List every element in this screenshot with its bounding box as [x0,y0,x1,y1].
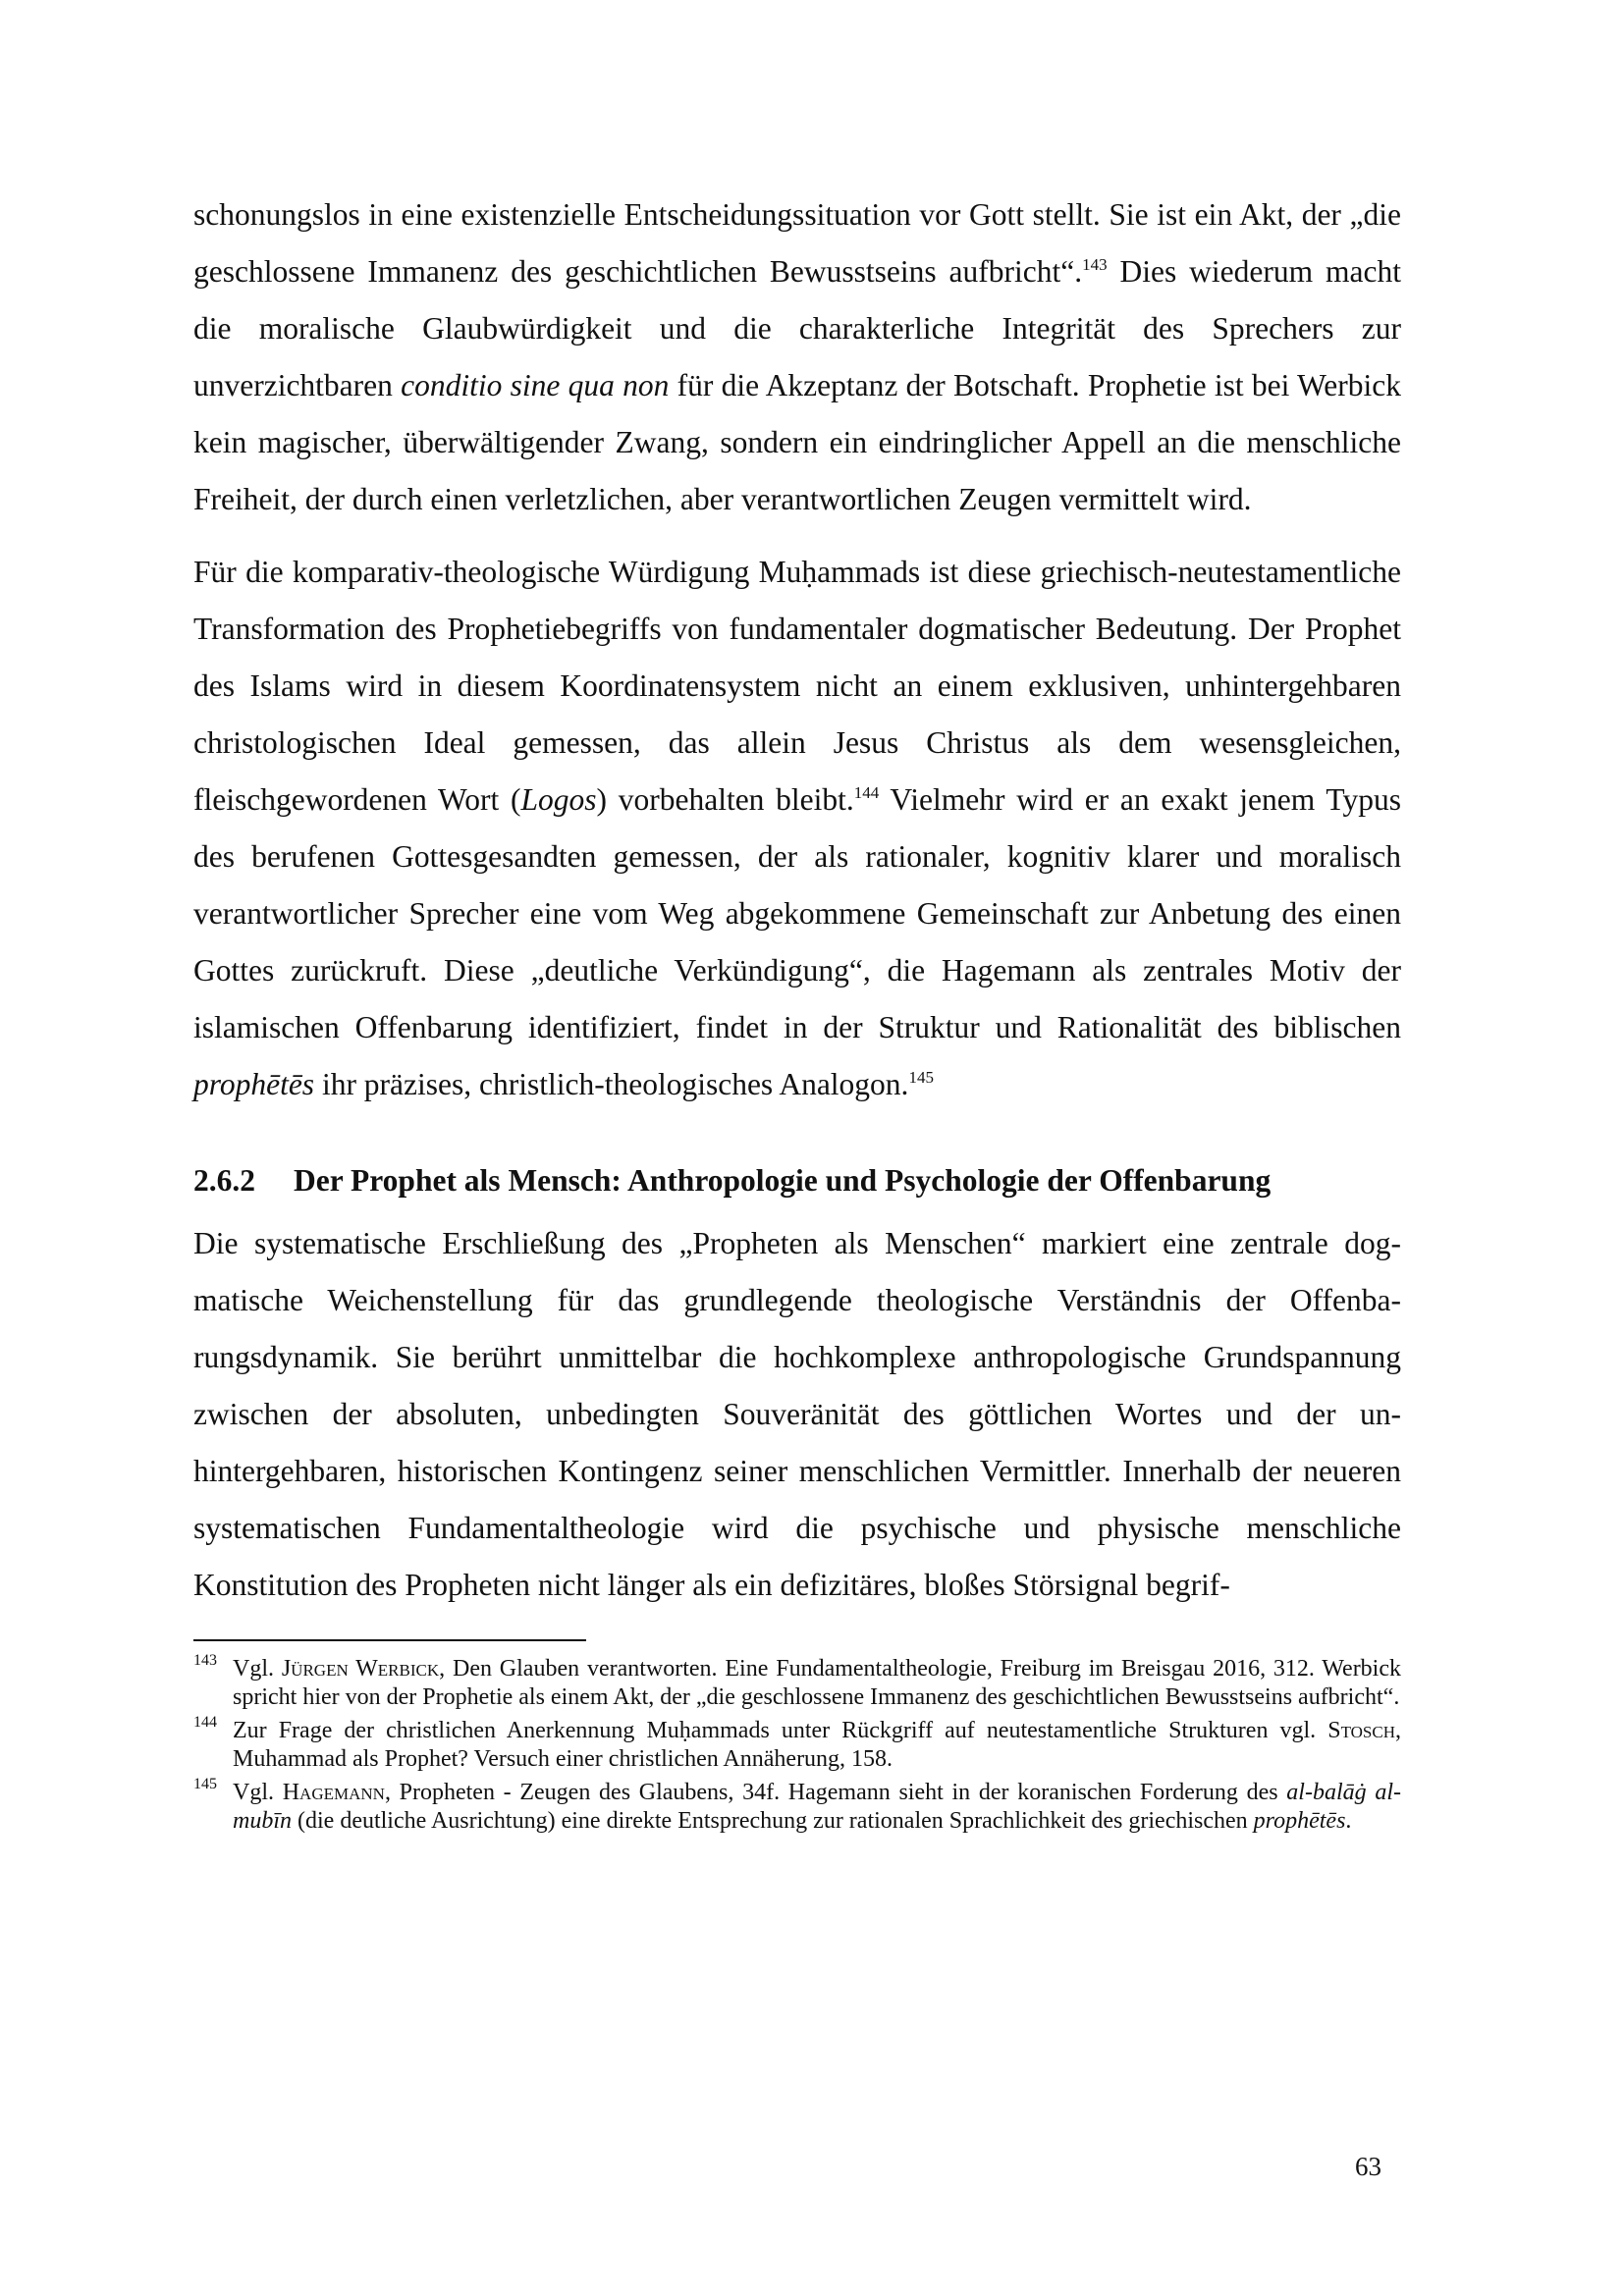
paragraph-1-italic: conditio sine qua non [401,368,670,402]
footnote-author: Hagemann [282,1780,385,1805]
footnote-italic: prophētēs [1253,1807,1346,1834]
footnote-author: Stosch [1327,1718,1395,1743]
footnote-145 [193,1776,1401,1835]
footnotes [193,1652,1402,1835]
paragraph-2-text-a: Für die komparativ-theologische Würdigung Muḥammads ist diese griechisch-neutestamentliche Transformation des Prophetiebegriffs von fundamentaler dogmatischer Bedeutung. Der Prophet des Islams wird in diesem Koordinatensystem nicht an einem exklusiven, unhintergehbaren christologischen Ideal gemessen, das allein Jesus Christus als dem wesensgleichen, fleischgewordenen Wort ( [193,555,1401,817]
footnote-text: . [1345,1807,1352,1834]
footnote-text: , Propheten - Zeugen des Glaubens, 34f. Hagemann sieht in der koranischen Forderung des [384,1780,1287,1805]
footnote-144 [193,1714,1401,1773]
paragraph-1-text-c: für die Akzeptanz der Botschaft. Prophetie ist bei Werbick kein magischer, überwältigender Zwang, sondern ein eindringlicher Appell an die menschliche Freiheit, der durch einen verletzlichen, aber verantwortlichen Zeugen vermittelt wird. [193,368,1401,516]
footnote-number: 145 [193,1776,217,1792]
paragraph-2-text-c: Vielmehr wird er an exakt jenem Typus des berufenen Gottesgesandten gemessen, der als rationaler, kognitiv klarer und moralisch verantwortlicher Sprecher eine vom Weg abgekommene Gemeinschaft zur Anbetung des einen Gottes zurückruft. Diese „deutliche Verkündigung“, die Hagemann als zentrales Motiv der islamischen Offenbarung identifiziert, findet in der Struktur und Rationalität des biblischen [193,782,1401,1044]
section-title: Der Prophet als Mensch: Anthropologie und Psychologie der Offenbarung [294,1163,1272,1198]
section-number: 2.6.2 [193,1163,255,1198]
paragraph-1-text-b: Dies wiederum macht die moralische Glaubwürdigkeit und die charakterliche Integrität des Sprechers zur unverzichtbaren [193,254,1401,402]
paragraph-2-italic-prophetes: prophētēs [193,1067,315,1101]
footnote-italic: al-balāġ al-mubīn [233,1780,1401,1834]
footnote-text: Vgl. [233,1780,283,1805]
footnote-text: Vgl. [233,1656,282,1682]
footnote-ref-143[interactable]: 143 [1082,255,1108,274]
paragraph-2-text-d: ihr präzises, christlich-theologisches Analogon. [314,1067,909,1101]
footnote-text: Zur Frage der christlichen Anerkennung Muḥammads unter Rückgriff auf neutestamentliche Strukturen vgl. [233,1718,1328,1743]
footnote-separator [193,1639,586,1641]
page-content [193,187,1401,1841]
paragraph-3: Die systematische Erschließung des „Propheten als Menschen“ markiert eine zentrale dogmatische Weichenstellung für das grundlegende theologische Verständnis der Offenbarungsdynamik. Sie berührt unmittelbar die hochkomplexe anthropologische Grundspannung zwischen der absoluten, unbedingten Souveränität des göttlichen Wortes und der unhintergehbaren, historischen Kontingenz seiner menschlichen Vermittler. Innerhalb der neueren systematischen Fundamentaltheologie wird die psychische und physische menschliche Konstitution des Propheten nicht länger als ein defizitäres, bloßes Störsignal begrif- [193,1226,1401,1602]
page-number: 63 [1355,2152,1381,2181]
paragraph-1-text-a: schonungslos in eine existenzielle Entscheidungssituation vor Gott stellt. Sie ist ein Akt, der „die geschlossene Immanenz des geschichtlichen Bewusstseins aufbricht“. [193,197,1401,289]
footnote-ref-144[interactable]: 144 [853,783,880,802]
footnote-number: 144 [193,1714,217,1731]
paragraph-2-text-b: ) vorbehalten bleibt. [596,782,854,817]
paragraph-2 [193,544,1401,1113]
footnote-text: , Den Glauben verantworten. Eine Fundamentaltheologie, Freiburg im Breisgau 2016, 312. Werbick spricht hier von der Prophetie als einem Akt, der „die geschlossene Immanenz des geschichtlichen Bewusstseins aufbricht“. [233,1656,1402,1710]
paragraph-2-italic-logos: Logos [520,782,597,817]
footnote-text: , Muhammad als Prophet? Versuch einer christlichen Annäherung, 158. [233,1718,1401,1772]
footnote-author: Jürgen Werbick [281,1656,440,1682]
paragraph-1 [193,187,1401,528]
footnote-ref-145[interactable]: 145 [908,1068,934,1087]
footnote-text: (die deutliche Ausrichtung) eine direkte Entsprechung zur rationalen Sprachlichkeit des griechischen [292,1807,1254,1834]
section-heading [193,1152,1401,1209]
footnote-number: 143 [193,1652,217,1669]
footnote-143 [193,1652,1402,1711]
